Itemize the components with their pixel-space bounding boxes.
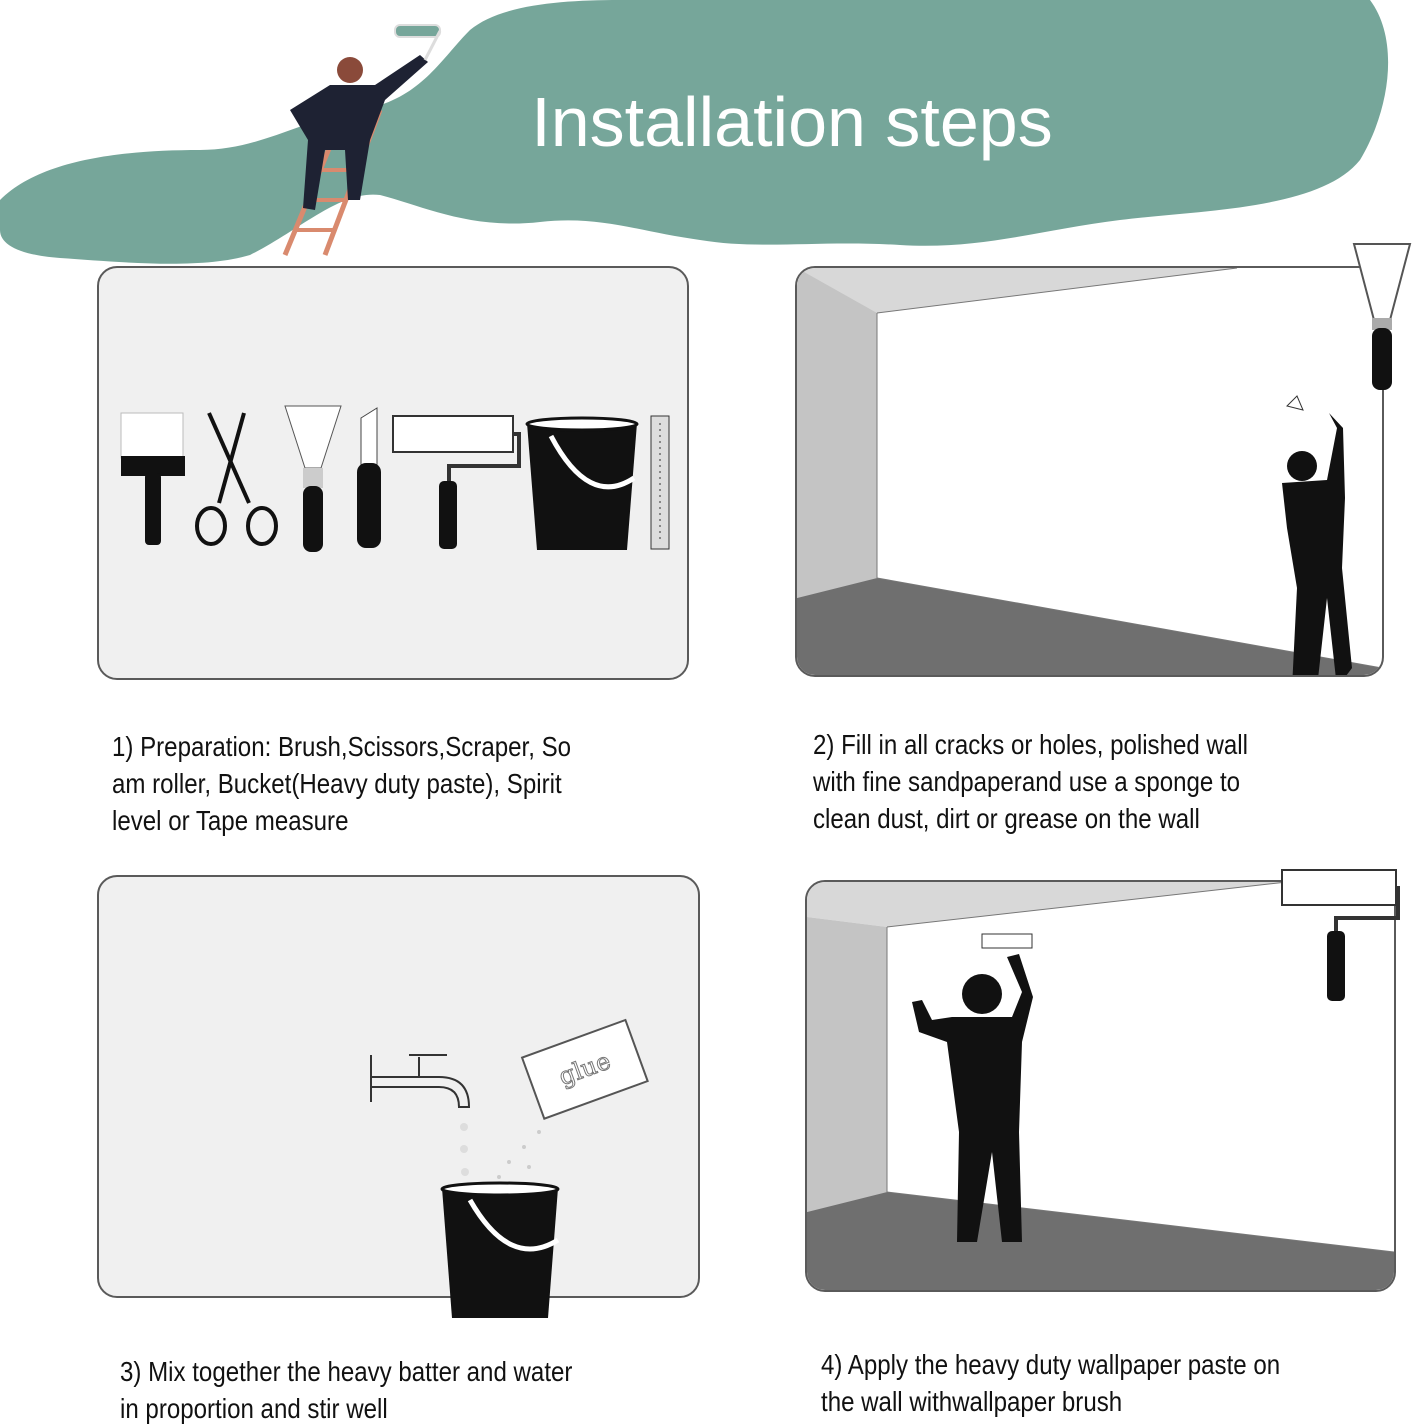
roller-icon <box>1280 868 1400 1003</box>
scraper-icon <box>285 406 341 552</box>
powder-icon <box>497 1130 541 1179</box>
brush-icon <box>121 413 185 545</box>
water-drops-icon <box>460 1123 469 1176</box>
person-pasting-silhouette-icon <box>912 934 1033 1242</box>
person-scraping-silhouette-icon <box>1282 396 1352 675</box>
mixing-illustration <box>99 877 698 1296</box>
caption-line: 1) Preparation: Brush,Scissors,Scraper, So <box>112 731 572 762</box>
glue-label: glue <box>555 1046 615 1092</box>
water-tap-icon <box>371 1055 469 1107</box>
step-1-panel <box>97 266 689 680</box>
step-3-panel <box>97 875 700 1298</box>
caption-line: in proportion and stir well <box>120 1393 388 1424</box>
scraper-icon <box>1350 240 1414 400</box>
scissors-icon <box>197 413 276 544</box>
step-4-caption <box>821 1346 1280 1420</box>
page-title: Installation steps <box>531 83 1053 161</box>
caption-line: 2) Fill in all cracks or holes, polished wall <box>813 729 1248 760</box>
caption-line: clean dust, dirt or grease on the wall <box>813 803 1200 834</box>
caption-line: with fine sandpaperand use a sponge to <box>813 766 1241 797</box>
step-1-caption <box>112 728 571 839</box>
step-3-caption <box>120 1353 572 1427</box>
glue-packet-icon <box>522 1020 648 1119</box>
tools-illustration <box>99 268 687 678</box>
caption-line: 4) Apply the heavy duty wallpaper paste on <box>821 1349 1281 1380</box>
caption-line: level or Tape measure <box>112 805 349 836</box>
caption-line: am roller, Bucket(Heavy duty paste), Spirit <box>112 768 562 799</box>
spirit-level-icon <box>651 416 669 549</box>
room-scene <box>797 268 1382 675</box>
caption-line: 3) Mix together the heavy batter and water <box>120 1356 573 1387</box>
roller-icon <box>393 416 519 549</box>
caption-line: the wall withwallpaper brush <box>821 1386 1123 1417</box>
bucket-icon <box>527 418 637 550</box>
knife-icon <box>357 408 381 548</box>
step-2-caption <box>813 726 1248 837</box>
step-2-panel <box>795 266 1384 677</box>
bucket-icon <box>440 1180 562 1320</box>
